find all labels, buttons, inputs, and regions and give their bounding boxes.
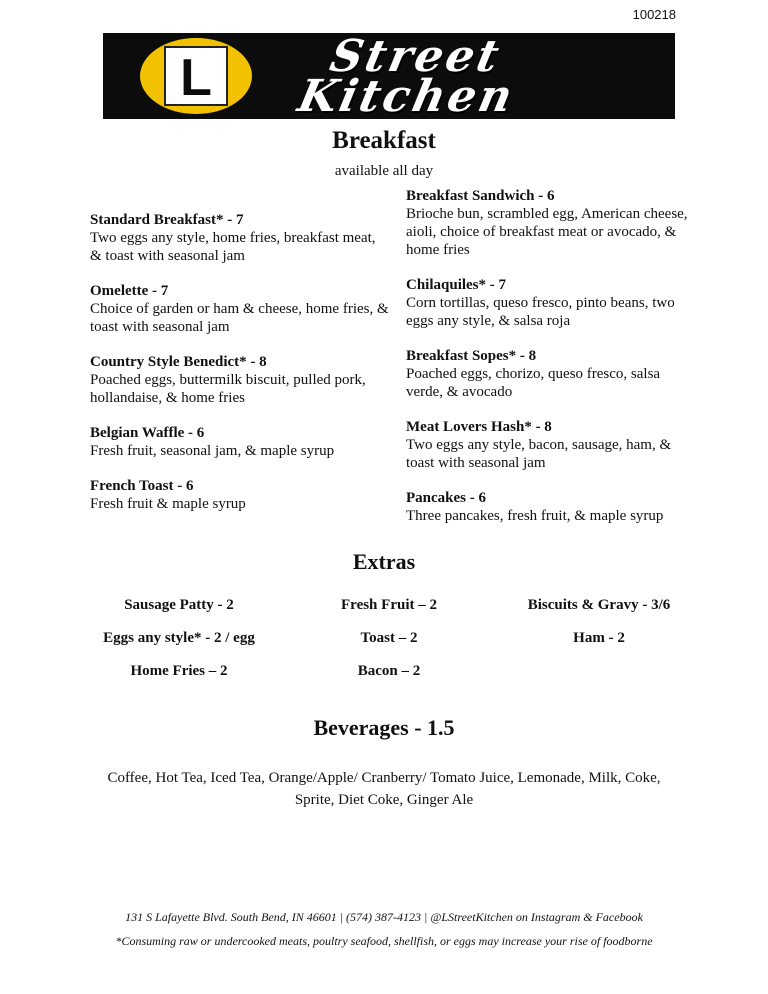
footer-disclaimer: *Consuming raw or undercooked meats, poultry seafood, shellfish, or eggs may increase your rise of foodborne	[115, 934, 653, 948]
beverages-list: Coffee, Hot Tea, Iced Tea, Orange/Apple/ Cranberry/ Tomato Juice, Lemonade, Milk, Coke, Sprite, Diet Coke, Ginger Ale	[107, 770, 661, 808]
extra-item: Biscuits & Gravy - 3/6	[527, 597, 671, 613]
breakfast-subtitle: available all day	[334, 163, 434, 179]
breakfast-column-right	[406, 187, 696, 542]
item-description: Poached eggs, buttermilk biscuit, pulled pork, hollandaise, & home fries	[90, 372, 366, 406]
item-description: Choice of garden or ham & cheese, home fries, & toast with seasonal jam	[90, 301, 389, 335]
item-description: Three pancakes, fresh fruit, & maple syrup	[406, 508, 664, 524]
menu-code: 100218	[632, 7, 676, 22]
item-name: Belgian Waffle - 6	[90, 425, 205, 441]
extra-item: Home Fries – 2	[130, 663, 228, 679]
extra-item: Fresh Fruit – 2	[341, 597, 437, 613]
extras-grid	[74, 596, 704, 695]
item-description: Fresh fruit & maple syrup	[90, 496, 246, 512]
menu-item	[90, 424, 390, 460]
item-description: Poached eggs, chorizo, queso fresco, salsa verde, & avocado	[406, 366, 661, 400]
menu-item	[406, 276, 696, 330]
item-name: French Toast - 6	[90, 478, 194, 494]
item-description: Two eggs any style, home fries, breakfast meat, & toast with seasonal jam	[90, 230, 376, 264]
item-name: Country Style Benedict* - 8	[90, 354, 267, 370]
extra-item: Sausage Patty - 2	[124, 597, 234, 613]
item-description: Corn tortillas, queso fresco, pinto beans, two eggs any style, & salsa roja	[406, 295, 675, 329]
item-name: Meat Lovers Hash* - 8	[406, 419, 552, 435]
item-name: Breakfast Sopes* - 8	[406, 348, 537, 364]
extras-row	[74, 629, 704, 662]
extras-row	[74, 596, 704, 629]
extras-row	[74, 662, 704, 695]
menu-item	[406, 418, 696, 472]
extra-item: Ham - 2	[573, 630, 625, 646]
section-title-beverages: Beverages - 1.5	[313, 715, 455, 740]
item-name: Breakfast Sandwich - 6	[406, 188, 555, 204]
menu-item	[90, 477, 390, 513]
menu-item	[406, 347, 696, 401]
logo-wordmark	[293, 31, 673, 122]
extra-item	[494, 662, 704, 695]
item-description: Brioche bun, scrambled egg, American cheese, aioli, choice of breakfast meat or avocado, & home fries	[406, 206, 688, 258]
menu-item	[90, 353, 390, 407]
logo-banner	[103, 31, 675, 122]
menu-item	[406, 489, 696, 525]
breakfast-column-left	[90, 211, 390, 530]
extra-item: Toast – 2	[360, 630, 418, 646]
logo-line-kitchen: Kitchen	[293, 71, 520, 122]
section-title-extras: Extras	[352, 549, 416, 574]
item-description: Fresh fruit, seasonal jam, & maple syrup	[90, 443, 335, 459]
item-name: Pancakes - 6	[406, 490, 486, 506]
extra-item: Bacon – 2	[357, 663, 421, 679]
logo-line-street: Street	[325, 31, 507, 82]
item-description: Two eggs any style, bacon, sausage, ham, & toast with seasonal jam	[406, 437, 672, 471]
logo-letter: L	[180, 49, 212, 107]
section-title-breakfast: Breakfast	[332, 127, 436, 154]
item-name: Standard Breakfast* - 7	[90, 212, 244, 228]
footer-address: 131 S Lafayette Blvd. South Bend, IN 46601 | (574) 387-4123 | @LStreetKitchen on Instagram & Facebook	[125, 910, 643, 924]
extra-item: Eggs any style* - 2 / egg	[103, 630, 255, 646]
menu-item	[406, 187, 696, 259]
item-name: Omelette - 7	[90, 283, 169, 299]
menu-item	[90, 211, 390, 265]
item-name: Chilaquiles* - 7	[406, 277, 507, 293]
menu-item	[90, 282, 390, 336]
